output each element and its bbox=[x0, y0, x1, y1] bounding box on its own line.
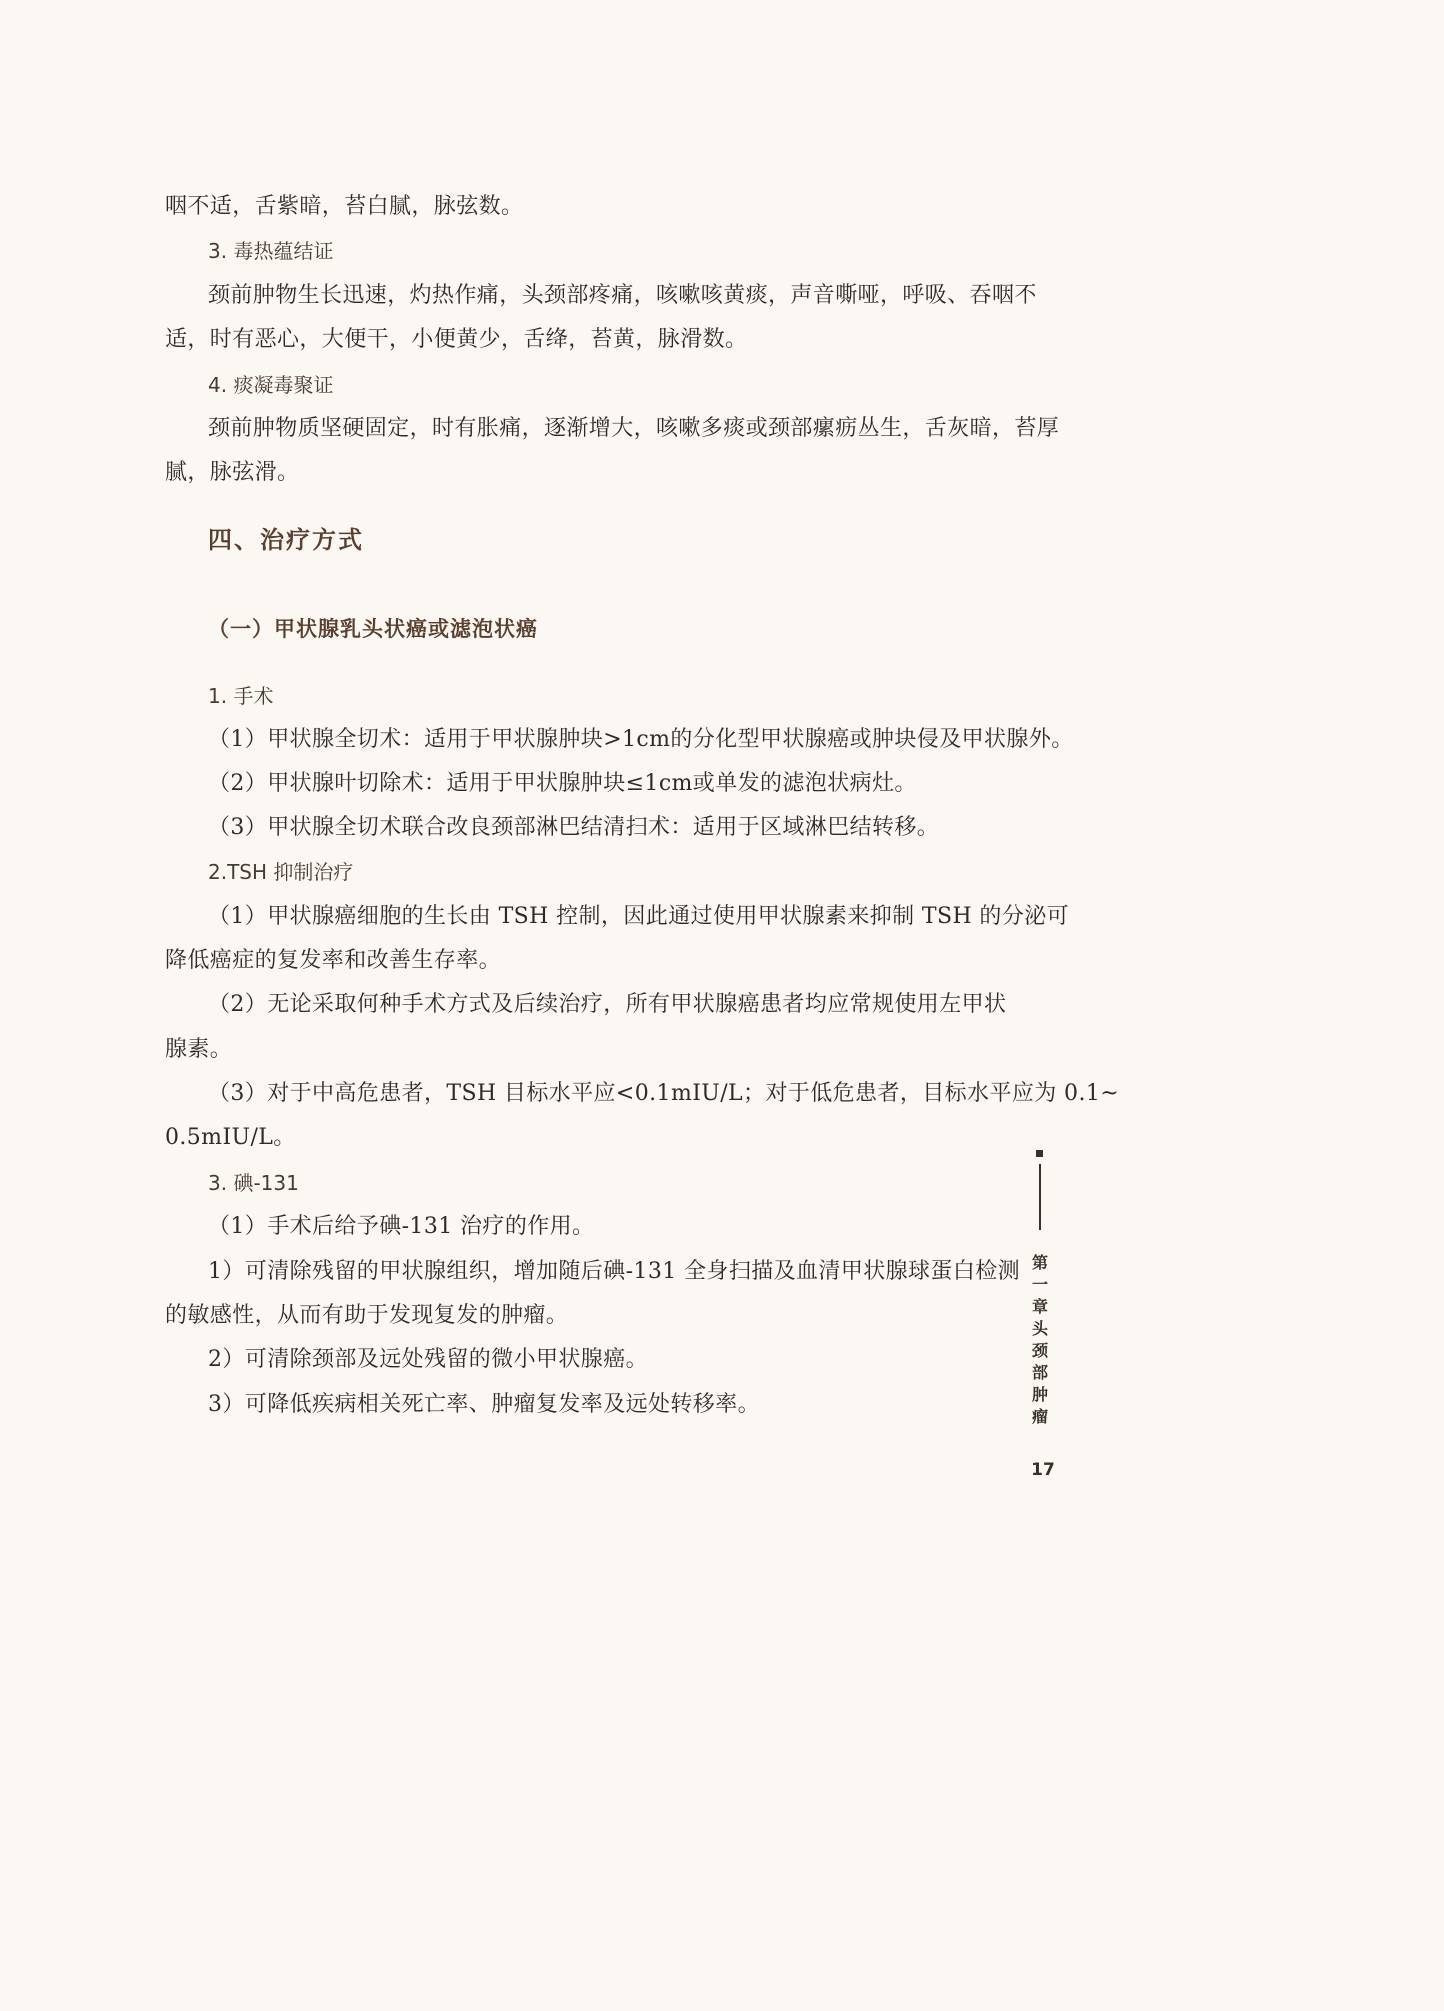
chapter-label: 第一章 头颈部肿瘤 bbox=[1031, 1253, 1048, 1426]
page-number: 17 bbox=[1031, 1460, 1055, 1480]
subsection-heading: 4. 痰凝毒聚证 bbox=[208, 373, 334, 397]
paragraph-line: （2）甲状腺叶切除术：适用于甲状腺肿块≤1cm或单发的滤泡状病灶。 bbox=[208, 771, 917, 796]
paragraph-line: 2）可清除颈部及远处残留的微小甲状腺癌。 bbox=[208, 1347, 648, 1372]
paragraph-line: 降低癌症的复发率和改善生存率。 bbox=[165, 948, 502, 973]
paragraph-line: （3）甲状腺全切术联合改良颈部淋巴结清扫术：适用于区域淋巴结转移。 bbox=[208, 815, 940, 840]
paragraph-line: （1）甲状腺全切术：适用于甲状腺肿块>1cm的分化型甲状腺癌或肿块侵及甲状腺外。 bbox=[208, 727, 1074, 752]
subsection-heading: 3. 碘-131 bbox=[208, 1171, 299, 1195]
section-heading: 四、治疗方式 bbox=[208, 526, 364, 554]
paragraph-line: 腻，脉弦滑。 bbox=[165, 460, 300, 485]
paragraph-line: 腺素。 bbox=[165, 1037, 233, 1062]
paragraph-line: 颈前肿物质坚硬固定，时有胀痛，逐渐增大，咳嗽多痰或颈部瘰疬丛生，舌灰暗，苔厚 bbox=[208, 416, 1060, 441]
subsection-heading: 2.TSH 抑制治疗 bbox=[208, 860, 354, 884]
paragraph-line: 的敏感性，从而有助于发现复发的肿瘤。 bbox=[165, 1303, 569, 1328]
paragraph-line: 适，时有恶心，大便干，小便黄少，舌绛，苔黄，脉滑数。 bbox=[165, 327, 748, 352]
paragraph-line: （3）对于中高危患者，TSH 目标水平应<0.1mIU/L；对于低危患者，目标水平应为 0.1~ bbox=[208, 1081, 1120, 1106]
chapter-marker-square bbox=[1036, 1150, 1043, 1157]
paragraph-line: （2）无论采取何种手术方式及后续治疗，所有甲状腺癌患者均应常规使用左甲状 bbox=[208, 992, 1007, 1017]
paragraph-line: （1）手术后给予碘-131 治疗的作用。 bbox=[208, 1214, 595, 1239]
paragraph-line: 咽不适，舌紫暗，苔白腻，脉弦数。 bbox=[165, 194, 524, 219]
paragraph-line: （1）甲状腺癌细胞的生长由 TSH 控制，因此通过使用甲状腺素来抑制 TSH 的分泌可 bbox=[208, 904, 1070, 929]
chapter-marker-line bbox=[1039, 1164, 1041, 1230]
paragraph-line: 颈前肿物生长迅速，灼热作痛，头颈部疼痛，咳嗽咳黄痰，声音嘶哑，呼吸、吞咽不 bbox=[208, 283, 1037, 308]
paragraph-line: 0.5mIU/L。 bbox=[165, 1125, 296, 1150]
subsection-title: （一）甲状腺乳头状癌或滤泡状癌 bbox=[208, 617, 538, 641]
subsection-heading: 1. 手术 bbox=[208, 684, 274, 708]
paragraph-line: 3）可降低疾病相关死亡率、肿瘤复发率及远处转移率。 bbox=[208, 1392, 760, 1417]
paragraph-line: 1）可清除残留的甲状腺组织，增加随后碘-131 全身扫描及血清甲状腺球蛋白检测 bbox=[208, 1259, 1021, 1284]
subsection-heading: 3. 毒热蕴结证 bbox=[208, 239, 334, 263]
